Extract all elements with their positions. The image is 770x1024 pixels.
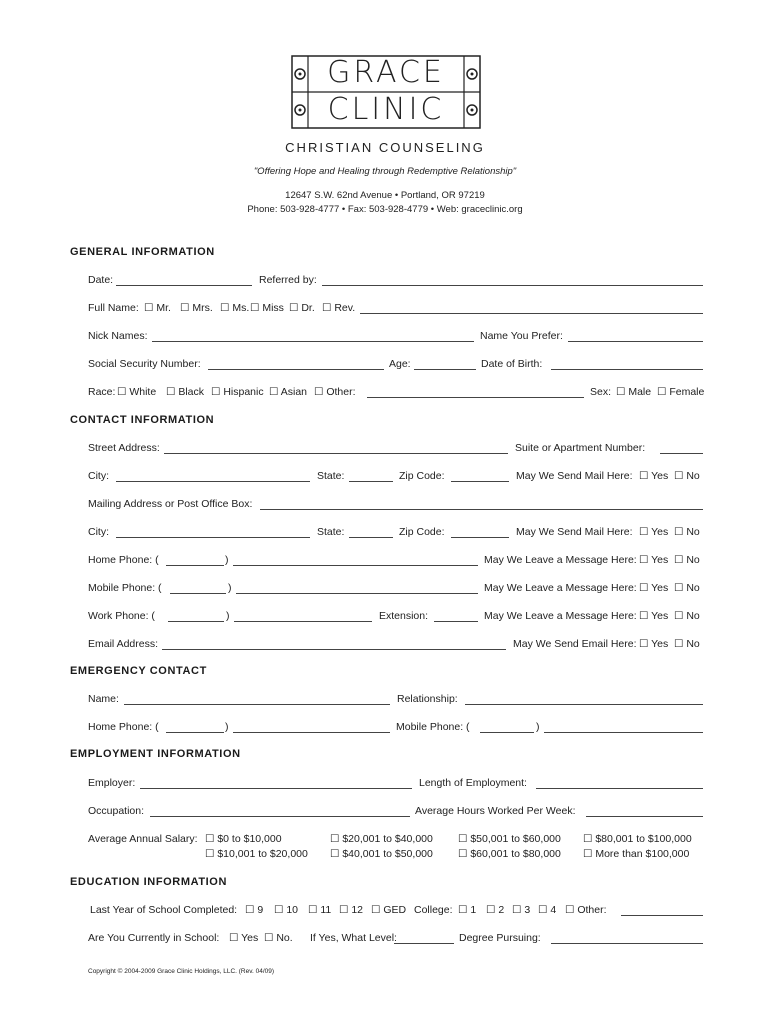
label-college: College: (414, 904, 453, 916)
field-mailing[interactable] (260, 509, 703, 510)
checkbox-mail-yes[interactable]: ☐ Yes (639, 470, 669, 482)
label-suite: Suite or Apartment Number: (515, 442, 646, 454)
checkbox-dr[interactable]: ☐ Dr. (289, 302, 315, 314)
checkbox-mr[interactable]: ☐ Mr. (144, 302, 171, 314)
field-hours[interactable] (586, 816, 703, 817)
field-nick-names[interactable] (152, 341, 474, 342)
label-email: Email Address: (88, 638, 159, 650)
checkbox-email-yes[interactable]: ☐ Yes (639, 638, 669, 650)
checkbox-mail2-yes[interactable]: ☐ Yes (639, 526, 669, 538)
label-extension: Extension: (379, 610, 429, 622)
checkbox-salary-0-10k[interactable]: ☐ $0 to $10,000 (205, 833, 282, 845)
label-degree: Degree Pursuing: (459, 932, 541, 944)
checkbox-salary-20-40k[interactable]: ☐ $20,001 to $40,000 (330, 833, 433, 845)
label-referred: Referred by: (259, 274, 317, 286)
label-zip: Zip Code: (399, 470, 445, 482)
label-length-employment: Length of Employment: (419, 777, 527, 789)
checkbox-home-msg-yes[interactable]: ☐ Yes (639, 554, 669, 566)
field-emergency-home-area[interactable] (166, 732, 224, 733)
field-ssn[interactable] (208, 369, 384, 370)
row-ssn-age-dob (88, 358, 703, 374)
checkbox-college-3[interactable]: ☐ 3 (512, 904, 531, 916)
section-title-emergency: EMERGENCY CONTACT (70, 665, 207, 677)
checkbox-mail2-no[interactable]: ☐ No (674, 526, 700, 538)
field-state[interactable] (349, 481, 393, 482)
field-emergency-home-phone[interactable] (233, 732, 390, 733)
row-employer (88, 777, 703, 793)
field-full-name[interactable] (360, 313, 703, 314)
field-zip-2[interactable] (451, 537, 509, 538)
section-title-employment: EMPLOYMENT INFORMATION (70, 748, 241, 760)
paren-close: ) (225, 721, 229, 733)
org-subtitle: CHRISTIAN COUNSELING (285, 140, 485, 155)
row-nick-names (88, 330, 703, 346)
checkbox-school-no[interactable]: ☐ No. (264, 932, 293, 944)
field-emergency-mobile-phone[interactable] (544, 732, 703, 733)
label-may-leave-msg-mobile: May We Leave a Message Here: (484, 582, 637, 594)
label-emergency-name: Name: (88, 693, 119, 705)
label-street: Street Address: (88, 442, 160, 454)
checkbox-asian[interactable]: ☐ Asian (269, 386, 308, 398)
checkbox-grade-12[interactable]: ☐ 12 (339, 904, 364, 916)
field-age[interactable] (414, 369, 476, 370)
field-date[interactable] (116, 285, 252, 286)
field-work-phone[interactable] (234, 621, 372, 622)
checkbox-mail-no[interactable]: ☐ No (674, 470, 700, 482)
checkbox-home-msg-no[interactable]: ☐ No (674, 554, 700, 566)
row-date-referred (88, 274, 703, 290)
label-nick-names: Nick Names: (88, 330, 148, 342)
checkbox-mobile-msg-yes[interactable]: ☐ Yes (639, 582, 669, 594)
section-title-education: EDUCATION INFORMATION (70, 876, 228, 888)
checkbox-salary-100k-plus[interactable]: ☐ More than $100,000 (583, 848, 690, 860)
label-what-level: If Yes, What Level: (310, 932, 397, 944)
contact-line: Phone: 503-928-4777 • Fax: 503-928-4779 • Web: graceclinic.org (247, 204, 523, 215)
label-emergency-home-phone: Home Phone: ( (88, 721, 159, 733)
field-work-area-code[interactable] (168, 621, 224, 622)
checkbox-salary-80-100k[interactable]: ☐ $80,001 to $100,000 (583, 833, 692, 845)
field-degree[interactable] (551, 943, 703, 944)
checkbox-race-other[interactable]: ☐ Other: (314, 386, 356, 398)
field-what-level[interactable] (394, 943, 454, 944)
label-state: State: (317, 470, 345, 482)
checkbox-email-no[interactable]: ☐ No (674, 638, 700, 650)
row-current-school (88, 932, 703, 948)
checkbox-mrs[interactable]: ☐ Mrs. (180, 302, 213, 314)
row-emergency-phones (88, 721, 703, 737)
label-occupation: Occupation: (88, 805, 145, 817)
field-emergency-mobile-area[interactable] (480, 732, 534, 733)
field-email[interactable] (162, 649, 506, 650)
section-title-general: GENERAL INFORMATION (70, 246, 215, 258)
field-mobile-area-code[interactable] (170, 593, 226, 594)
label-hours: Average Hours Worked Per Week: (415, 805, 576, 817)
copyright-footer: Copyright © 2004-2009 Grace Clinic Holdings, LLC. (Rev. 04/09) (88, 968, 275, 975)
label-may-leave-msg-home: May We Leave a Message Here: (484, 554, 637, 566)
checkbox-college-2[interactable]: ☐ 2 (486, 904, 505, 916)
checkbox-rev[interactable]: ☐ Rev. (322, 302, 356, 314)
label-home-phone: Home Phone: ( (88, 554, 159, 566)
checkbox-school-yes[interactable]: ☐ Yes (229, 932, 259, 944)
label-date: Date: (88, 274, 114, 286)
label-mailing: Mailing Address or Post Office Box: (88, 498, 253, 510)
checkbox-ged[interactable]: ☐ GED (371, 904, 407, 916)
label-current-school: Are You Currently in School: (88, 932, 220, 944)
checkbox-college-other[interactable]: ☐ Other: (565, 904, 607, 916)
row-city-2 (88, 526, 703, 542)
row-mobile-phone (88, 582, 703, 598)
label-ssn: Social Security Number: (88, 358, 201, 370)
checkbox-work-msg-no[interactable]: ☐ No (674, 610, 700, 622)
field-relationship[interactable] (465, 704, 703, 705)
label-sex: Sex: (590, 386, 612, 398)
label-work-phone: Work Phone: ( (88, 610, 155, 622)
label-relationship: Relationship: (397, 693, 458, 705)
checkbox-white[interactable]: ☐ White (117, 386, 157, 398)
field-city[interactable] (116, 481, 310, 482)
label-may-leave-msg-work: May We Leave a Message Here: (484, 610, 637, 622)
paren-close: ) (228, 582, 232, 594)
label-age: Age: (389, 358, 411, 370)
label-state-2: State: (317, 526, 345, 538)
label-city: City: (88, 470, 109, 482)
field-emergency-name[interactable] (124, 704, 390, 705)
logo-line-clinic: CLINIC (327, 92, 445, 127)
field-city-2[interactable] (116, 537, 310, 538)
label-name-prefer: Name You Prefer: (480, 330, 563, 342)
row-emergency-name (88, 693, 703, 709)
label-last-year: Last Year of School Completed: (90, 904, 238, 916)
grace-clinic-logo (288, 54, 484, 130)
field-mobile-phone[interactable] (236, 593, 478, 594)
address-line: 12647 S.W. 62nd Avenue • Portland, OR 97219 (285, 190, 485, 201)
checkbox-mobile-msg-no[interactable]: ☐ No (674, 582, 700, 594)
checkbox-salary-40-50k[interactable]: ☐ $40,001 to $50,000 (330, 848, 433, 860)
row-mailing (88, 498, 703, 514)
label-salary: Average Annual Salary: (88, 833, 198, 845)
row-race-sex (88, 386, 703, 402)
field-college-other[interactable] (621, 915, 703, 916)
checkbox-grade-9[interactable]: ☐ 9 (245, 904, 264, 916)
row-salary (88, 833, 703, 865)
label-mobile-phone: Mobile Phone: ( (88, 582, 162, 594)
field-dob[interactable] (551, 369, 703, 370)
row-email (88, 638, 703, 654)
field-employer[interactable] (140, 788, 412, 789)
tagline: "Offering Hope and Healing through Redemptive Relationship" (253, 166, 517, 177)
row-occupation (88, 805, 703, 821)
label-zip-2: Zip Code: (399, 526, 445, 538)
checkbox-work-msg-yes[interactable]: ☐ Yes (639, 610, 669, 622)
checkbox-grade-11[interactable]: ☐ 11 (308, 904, 332, 916)
label-dob: Date of Birth: (481, 358, 543, 370)
paren-close: ) (225, 554, 229, 566)
label-employer: Employer: (88, 777, 136, 789)
label-may-send-email: May We Send Email Here: (513, 638, 637, 650)
row-street (88, 442, 703, 458)
checkbox-grade-10[interactable]: ☐ 10 (274, 904, 299, 916)
checkbox-black[interactable]: ☐ Black (166, 386, 205, 398)
paren-close: ) (536, 721, 540, 733)
field-length-employment[interactable] (536, 788, 703, 789)
field-home-phone[interactable] (233, 565, 478, 566)
row-last-year (88, 904, 703, 920)
checkbox-salary-60-80k[interactable]: ☐ $60,001 to $80,000 (458, 848, 561, 860)
row-work-phone (88, 610, 703, 626)
checkbox-salary-10-20k[interactable]: ☐ $10,001 to $20,000 (205, 848, 308, 860)
section-title-contact: CONTACT INFORMATION (70, 414, 215, 426)
paren-close: ) (226, 610, 230, 622)
label-emergency-mobile-phone: Mobile Phone: ( (396, 721, 470, 733)
checkbox-miss[interactable]: ☐ Miss (250, 302, 284, 314)
label-race: Race: (88, 386, 116, 398)
checkbox-college-1[interactable]: ☐ 1 (458, 904, 477, 916)
checkbox-college-4[interactable]: ☐ 4 (538, 904, 557, 916)
field-state-2[interactable] (349, 537, 393, 538)
field-occupation[interactable] (150, 816, 410, 817)
checkbox-hispanic[interactable]: ☐ Hispanic (211, 386, 264, 398)
checkbox-male[interactable]: ☐ Male (616, 386, 652, 398)
checkbox-female[interactable]: ☐ Female (657, 386, 705, 398)
field-race-other[interactable] (367, 397, 584, 398)
checkbox-salary-50-60k[interactable]: ☐ $50,001 to $60,000 (458, 833, 561, 845)
logo-line-grace: GRACE (327, 55, 445, 90)
field-zip[interactable] (451, 481, 509, 482)
field-suite[interactable] (660, 453, 703, 454)
field-extension[interactable] (434, 621, 478, 622)
row-city-1 (88, 470, 703, 486)
label-may-send-mail: May We Send Mail Here: (516, 470, 633, 482)
field-street[interactable] (164, 453, 508, 454)
label-city-2: City: (88, 526, 109, 538)
field-home-area-code[interactable] (166, 565, 224, 566)
field-referred-by[interactable] (322, 285, 703, 286)
label-full-name: Full Name: (88, 302, 139, 314)
row-full-name (88, 302, 703, 318)
checkbox-ms[interactable]: ☐ Ms. (220, 302, 250, 314)
label-may-send-mail-2: May We Send Mail Here: (516, 526, 633, 538)
row-home-phone (88, 554, 703, 570)
field-name-prefer[interactable] (568, 341, 703, 342)
